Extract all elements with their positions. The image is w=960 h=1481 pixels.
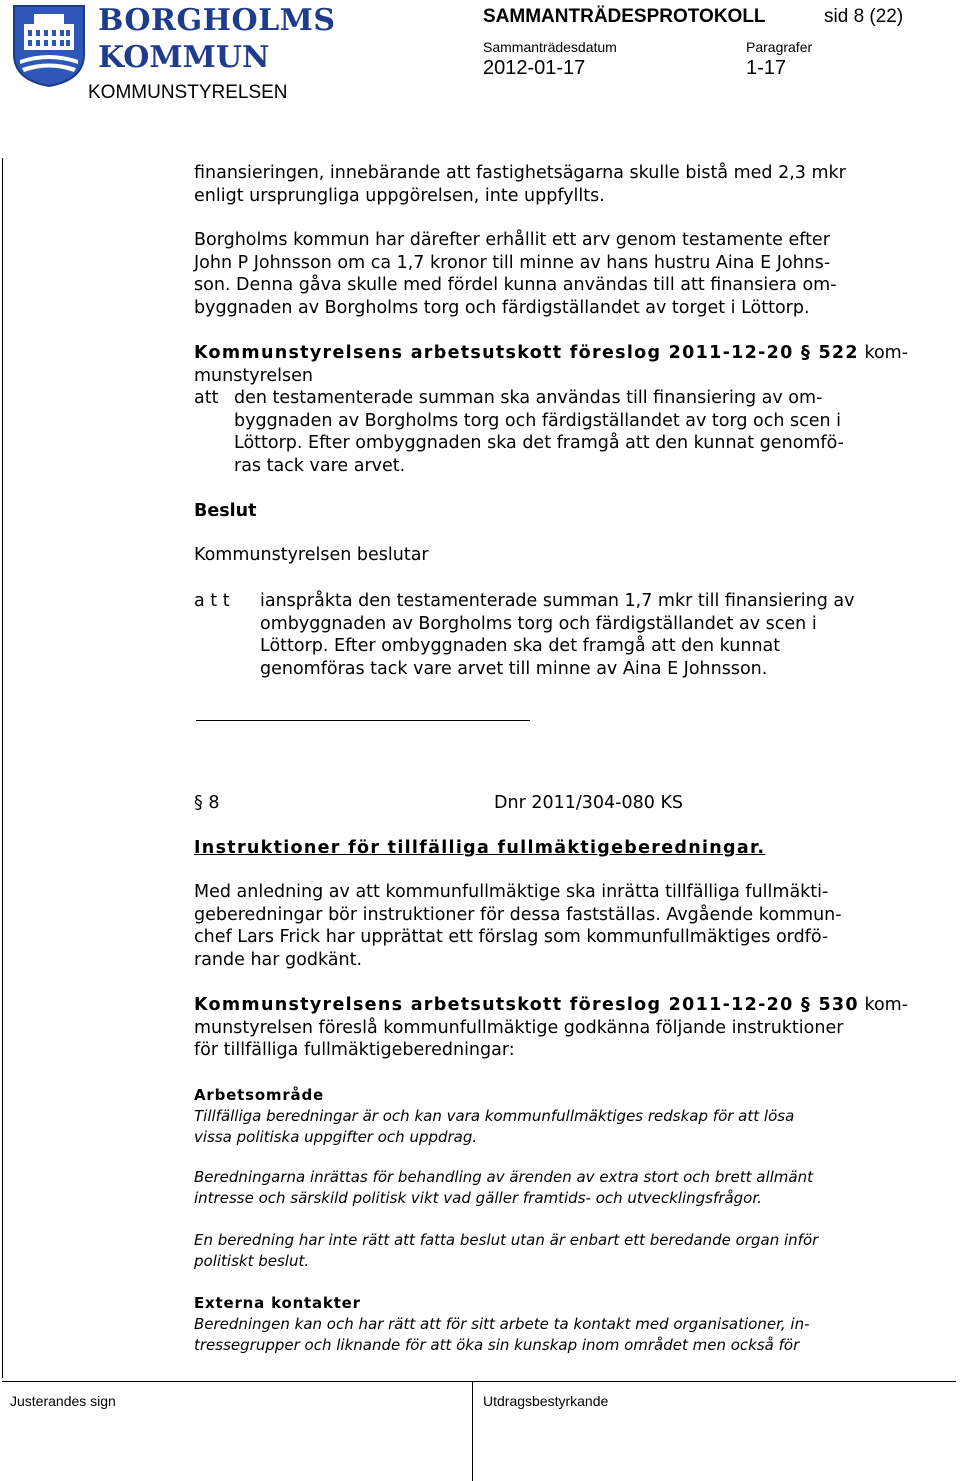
text-line: ombyggnaden av Borgholms torg och färdigställandet av scen i — [260, 613, 817, 634]
externa-kontakter-section — [194, 1293, 810, 1356]
section-paragraph-number: § 8 — [194, 793, 220, 813]
signature-label: Justerandes sign — [10, 1393, 116, 1409]
paragraphs-value: 1-17 — [746, 57, 787, 79]
proposal-tail: kom- — [858, 995, 909, 1015]
paragraph-financing — [194, 162, 846, 207]
arbetsomrade-heading: Arbetsområde — [194, 1086, 324, 1104]
paragraph-proposal-522 — [194, 342, 908, 387]
coat-of-arms-icon — [10, 2, 88, 88]
left-margin-rule — [2, 158, 3, 1378]
beslut-heading: Beslut — [194, 501, 257, 521]
beslut-att-label: a t t — [194, 591, 230, 611]
proposal-lead: Kommunstyrelsens arbetsutskott föreslog 2011-12-20 § 522 — [194, 343, 859, 363]
text-line: genomföras tack vare arvet till minne av Aina E Johnsson. — [260, 658, 768, 679]
text-line: John P Johnsson om ca 1,7 kronor till minne av hans hustru Aina E Johns- — [194, 252, 831, 273]
text-line: munstyrelsen föreslå kommunfullmäktige godkänna följande instruktioner — [194, 1017, 844, 1038]
text-line: Borgholms kommun har därefter erhållit ett arv genom testamente efter — [194, 230, 830, 250]
text-line: den testamenterade summan ska användas till finansiering av om- — [234, 388, 823, 408]
beslut-clause — [260, 590, 854, 680]
logo-line-2: KOMMUN — [98, 40, 270, 75]
text-line: intresse och särskild politisk vikt vad gäller framtids- och utvecklingsfrågor. — [194, 1189, 762, 1207]
extract-certification-label: Utdragsbestyrkande — [483, 1393, 609, 1409]
text-line: Med anledning av att kommunfullmäktige ska inrätta tillfälliga fullmäkti- — [194, 882, 829, 902]
text-line: chef Lars Frick har upprättat ett förslag som kommunfullmäktiges ordfö- — [194, 927, 829, 948]
protocol-title: SAMMANTRÄDESPROTOKOLL — [483, 6, 766, 27]
text-line: för tillfälliga fullmäktigeberedningar: — [194, 1040, 515, 1061]
att-clause — [234, 387, 844, 477]
text-line: Beredningen kan och har rätt att för sitt arbete ta kontakt med organisationer, in- — [194, 1315, 810, 1333]
text-line: ianspråkta den testamenterade summan 1,7 mkr till finansiering av — [260, 591, 855, 611]
beredningar-paragraph — [194, 1167, 813, 1209]
text-line: vissa politiska uppgifter och uppdrag. — [194, 1128, 478, 1146]
proposal-lead: Kommunstyrelsens arbetsutskott föreslog 2011-12-20 § 530 — [194, 995, 859, 1015]
section-dnr: Dnr 2011/304-080 KS — [494, 793, 684, 813]
text-line: En beredning har inte rätt att fatta beslut utan är enbart ett beredande organ inför — [194, 1231, 819, 1249]
date-value: 2012-01-17 — [483, 57, 586, 79]
org-name: KOMMUNSTYRELSEN — [88, 82, 288, 103]
text-line: munstyrelsen — [194, 365, 313, 386]
text-line: Löttorp. Efter ombyggnaden ska det framgå att den kunnat genomfö- — [234, 433, 844, 454]
text-line: politiskt beslut. — [194, 1252, 310, 1270]
text-line: son. Denna gåva skulle med fördel kunna användas till att finansiera om- — [194, 275, 837, 296]
beslut-intro: Kommunstyrelsen beslutar — [194, 545, 429, 565]
section-title: Instruktioner för tillfälliga fullmäktigeberedningar. — [194, 838, 766, 858]
date-label: Sammanträdesdatum — [483, 39, 617, 55]
footer-divider — [472, 1381, 473, 1481]
text-line: Löttorp. Efter ombyggnaden ska det framgå att den kunnat — [260, 636, 781, 657]
proposal-tail: kom- — [858, 343, 909, 363]
footer-rule — [2, 1381, 956, 1382]
text-line: ras tack vare arvet. — [234, 455, 406, 476]
externa-kontakter-heading: Externa kontakter — [194, 1294, 361, 1312]
logo-line-1: BORGHOLMS — [98, 3, 336, 38]
paragraphs-label: Paragrafer — [746, 39, 813, 55]
text-line: byggnaden av Borgholms torg och färdigställandet av torget i Löttorp. — [194, 297, 810, 318]
proposal-line — [194, 994, 908, 1017]
municipality-logo — [10, 2, 336, 88]
paragraph-inheritance — [194, 229, 837, 319]
text-line: Beredningarna inrättas för behandling av ärenden av extra stort och brett allmänt — [194, 1168, 813, 1186]
text-line: Tillfälliga beredningar är och kan vara kommunfullmäktiges redskap för att lösa — [194, 1107, 795, 1125]
text-line: finansieringen, innebärande att fastighetsägarna skulle bistå med 2,3 mkr — [194, 163, 846, 183]
att-label: att — [194, 388, 219, 408]
beslut-restriction-paragraph — [194, 1230, 818, 1272]
proposal-line — [194, 342, 908, 365]
text-line: byggnaden av Borgholms torg och färdigställandet av torg och scen i — [234, 410, 842, 431]
text-line: rande har godkänt. — [194, 949, 363, 970]
paragraph-instructions — [194, 881, 842, 971]
text-line: geberedningar bör instruktioner för dessa fastställas. Avgående kommun- — [194, 904, 842, 925]
text-line: tressegrupper och liknande för att öka sin kunskap inom området men också för — [194, 1336, 800, 1354]
text-line: enligt ursprungliga uppgörelsen, inte uppfyllts. — [194, 185, 605, 206]
page-number: sid 8 (22) — [824, 6, 904, 27]
section-divider — [196, 720, 530, 721]
paragraph-proposal-530 — [194, 994, 908, 1062]
arbetsomrade-section — [194, 1085, 794, 1148]
